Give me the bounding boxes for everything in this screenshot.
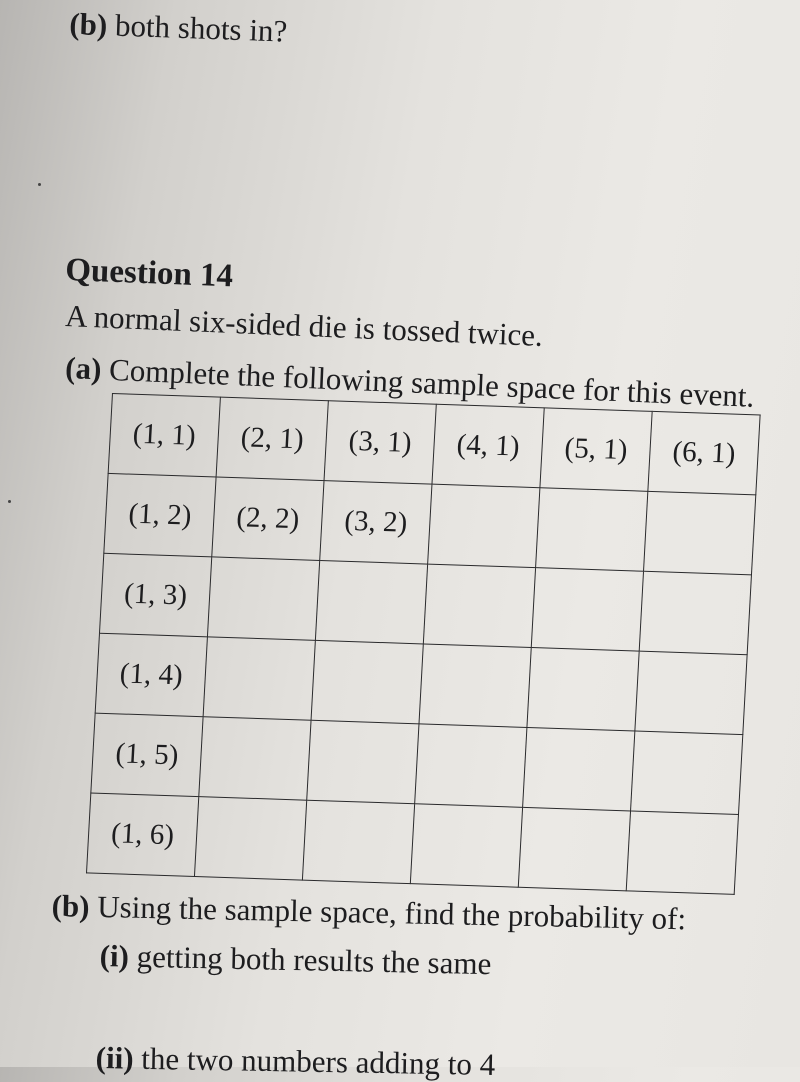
part-b-i-text: getting both results the same — [136, 938, 492, 982]
paper-speck — [38, 183, 41, 186]
sample-space-empty-cell[interactable] — [523, 727, 635, 810]
sample-space-empty-cell[interactable] — [631, 731, 743, 814]
sample-space-empty-cell[interactable] — [536, 488, 648, 571]
sample-space-cell: (1, 3) — [99, 553, 211, 636]
sample-space-cell: (2, 2) — [212, 477, 324, 560]
sample-space-empty-cell[interactable] — [410, 804, 522, 887]
sample-space-empty-cell[interactable] — [527, 648, 639, 731]
sample-space-empty-cell[interactable] — [518, 807, 630, 890]
sample-space-table — [86, 393, 761, 895]
sample-space-empty-cell[interactable] — [203, 637, 315, 720]
sample-space-empty-cell[interactable] — [307, 720, 419, 803]
part-b-ii-text: the two numbers adding to 4 — [141, 1040, 496, 1082]
part-text: both shots in? — [114, 7, 288, 49]
sample-space-empty-cell[interactable] — [311, 640, 423, 723]
sample-space-empty-cell[interactable] — [423, 564, 535, 647]
part-b-ii-label: (ii) — [95, 1040, 134, 1076]
sample-space-empty-cell[interactable] — [415, 724, 527, 807]
sample-space-cell: (3, 2) — [320, 481, 432, 564]
paper-speck — [8, 500, 11, 503]
sample-space-grid — [86, 393, 761, 895]
part-b-label: (b) — [51, 888, 90, 924]
sample-space-cell: (4, 1) — [432, 404, 544, 487]
sample-space-cell: (5, 1) — [540, 408, 652, 491]
sample-space-empty-cell[interactable] — [635, 651, 747, 734]
sample-space-empty-cell[interactable] — [626, 811, 738, 894]
question-part-b — [51, 888, 687, 937]
sample-space-cell: (1, 1) — [108, 394, 220, 477]
sample-space-empty-cell[interactable] — [302, 800, 414, 883]
sample-space-cell: (3, 1) — [324, 401, 436, 484]
previous-question-part-b — [69, 8, 288, 47]
sample-space-cell: (1, 2) — [104, 473, 216, 556]
question-part-b-i — [99, 938, 492, 982]
question-part-b-ii — [95, 1042, 495, 1080]
sample-space-empty-cell[interactable] — [639, 571, 751, 654]
sample-space-empty-cell[interactable] — [194, 797, 306, 880]
sample-space-cell: (6, 1) — [648, 411, 760, 494]
sample-space-empty-cell[interactable] — [644, 491, 756, 574]
sample-space-empty-cell[interactable] — [428, 484, 540, 567]
sample-space-cell: (1, 5) — [91, 713, 203, 796]
sample-space-empty-cell[interactable] — [419, 644, 531, 727]
question-title: Question 14 — [64, 252, 234, 295]
part-b-text: Using the sample space, find the probability of: — [96, 888, 687, 937]
part-b-i-label: (i) — [99, 938, 130, 974]
sample-space-cell: (2, 1) — [216, 397, 328, 480]
part-a-text: Complete the following sample space for this event. — [108, 351, 756, 414]
part-a-label: (a) — [64, 350, 103, 387]
question-statement: A normal six-sided die is tossed twice. — [64, 298, 544, 353]
sample-space-cell: (1, 4) — [95, 633, 207, 716]
sample-space-empty-cell[interactable] — [199, 717, 311, 800]
sample-space-empty-cell[interactable] — [207, 557, 319, 640]
sample-space-empty-cell[interactable] — [315, 560, 427, 643]
sample-space-empty-cell[interactable] — [531, 568, 643, 651]
part-label: (b) — [68, 6, 108, 43]
sample-space-cell: (1, 6) — [87, 793, 199, 876]
